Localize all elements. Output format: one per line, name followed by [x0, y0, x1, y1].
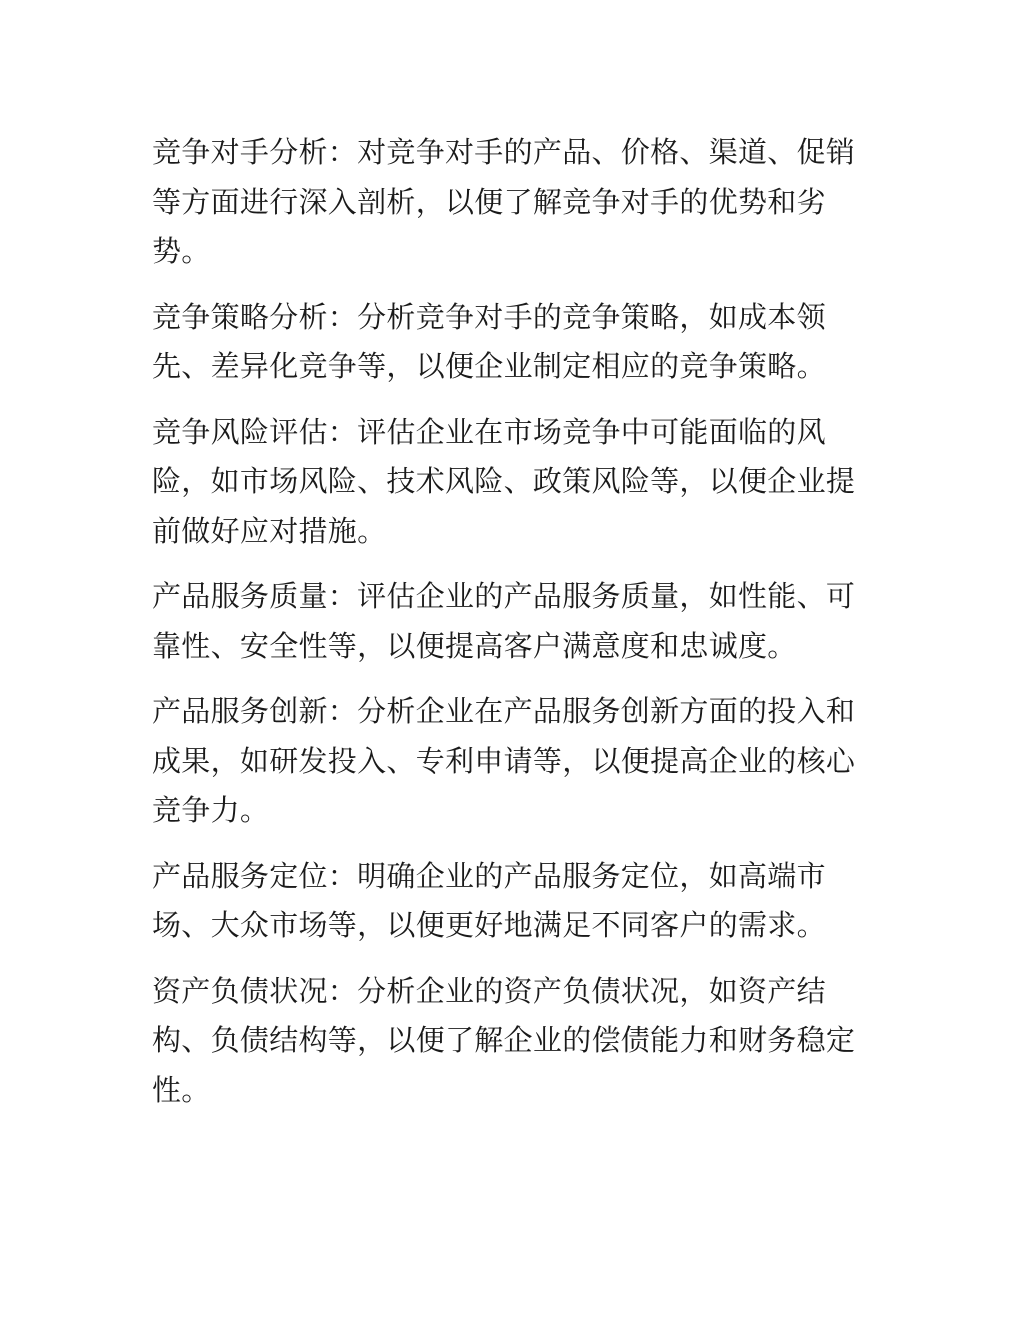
text-line: 前做好应对措施。: [152, 513, 387, 548]
paragraph-competitive-strategy: [152, 293, 872, 392]
text-line: 产品服务定位：明确企业的产品服务定位，如高端市: [152, 858, 826, 893]
text-line: 先、差异化竞争等，以便企业制定相应的竞争策略。: [152, 349, 826, 383]
text-line: 竞争对手分析：对竞争对手的产品、价格、渠道、促销: [152, 135, 856, 169]
text-line: 等方面进行深入剖析，以便了解竞争对手的优势和劣: [152, 184, 826, 219]
paragraph-competitor-analysis: [152, 128, 872, 277]
text-line: 构、负债结构等，以便了解企业的偿债能力和财务稳定: [152, 1023, 856, 1057]
document-body: [152, 128, 872, 1131]
paragraph-competitive-risk: [152, 408, 872, 557]
text-line: 场、大众市场等，以便更好地满足不同客户的需求。: [152, 908, 826, 942]
text-line: 成果，如研发投入、专利申请等，以便提高企业的核心: [152, 743, 856, 778]
text-line: 产品服务创新：分析企业在产品服务创新方面的投入和: [152, 694, 856, 728]
paragraph-service-positioning: [152, 852, 872, 951]
text-line: 险，如市场风险、技术风险、政策风险等，以便企业提: [152, 464, 856, 498]
text-line: 靠性、安全性等，以便提高客户满意度和忠诚度。: [152, 628, 797, 663]
text-line: 势。: [152, 234, 211, 268]
text-line: 竞争策略分析：分析竞争对手的竞争策略，如成本领: [152, 299, 826, 334]
paragraph-service-innovation: [152, 687, 872, 836]
paragraph-service-quality: [152, 572, 872, 671]
paragraph-assets-liabilities: [152, 967, 872, 1116]
text-line: 性。: [152, 1072, 211, 1107]
text-line: 资产负债状况：分析企业的资产负债状况，如资产结: [152, 973, 826, 1008]
text-line: 竞争力。: [152, 793, 270, 827]
text-line: 竞争风险评估：评估企业在市场竞争中可能面临的风: [152, 414, 826, 449]
text-line: 产品服务质量：评估企业的产品服务质量，如性能、可: [152, 579, 856, 613]
